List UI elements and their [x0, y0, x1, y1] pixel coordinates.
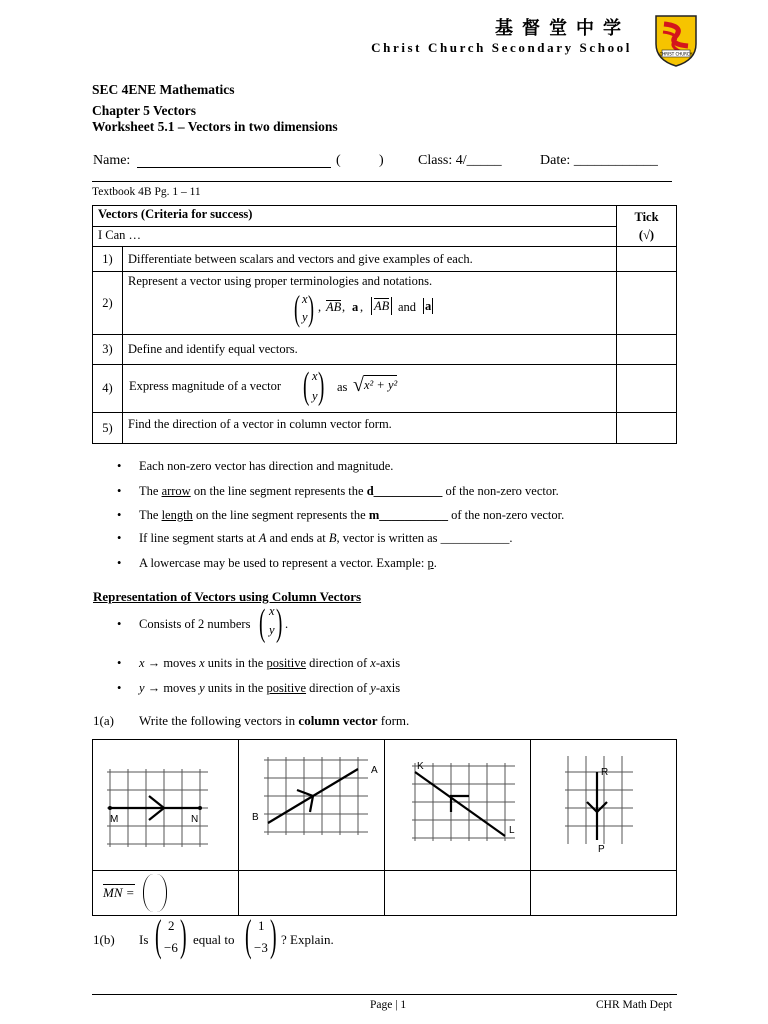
department: CHR Math Dept: [596, 999, 673, 1011]
section-title: Representation of Vectors using Column Vectors: [93, 589, 362, 604]
school-logo-icon: [654, 14, 698, 68]
question-text: ? Explain.: [281, 932, 334, 947]
answer-cell-rp[interactable]: [531, 871, 677, 916]
list-item: • Each non-zero vector has direction and magnitude.: [139, 459, 393, 474]
answer-cell-ab[interactable]: [239, 871, 385, 916]
point-label-b: B: [252, 812, 259, 823]
row-number: 1): [93, 247, 123, 272]
point-label-p: P: [598, 844, 605, 855]
list-item: • x → moves x units in the positive direction of x-axis: [139, 656, 400, 671]
question-text: equal to: [193, 932, 235, 947]
answer-label: MN =: [103, 885, 135, 900]
textbook-reference: Textbook 4B Pg. 1 – 11: [92, 186, 201, 198]
point-label-k: K: [417, 761, 424, 772]
row-number: 3): [93, 335, 123, 365]
point-label-n: N: [191, 814, 199, 825]
name-field[interactable]: [137, 167, 331, 168]
point-label-r: R: [601, 767, 609, 778]
grid-cell-ab: [239, 740, 385, 871]
date-field[interactable]: Date: ____________: [540, 153, 658, 168]
tick-box[interactable]: [617, 272, 677, 335]
list-item: • If line segment starts at A and ends at B, vector is written as ___________.: [139, 531, 513, 546]
course-title: SEC 4ENE Mathematics: [92, 82, 235, 97]
school-chinese-name: 基督堂中学: [495, 18, 630, 39]
worksheet-title: Worksheet 5.1 – Vectors in two dimensions: [92, 119, 338, 134]
register-paren-open: (: [336, 153, 341, 168]
tick-box[interactable]: [617, 335, 677, 365]
criteria-header: Vectors (Criteria for success): [93, 206, 617, 227]
list-item: • Consists of 2 numbers ( x y ) .: [139, 617, 250, 632]
vector-grid-table: [92, 739, 677, 916]
grid-cell-rp: [531, 740, 677, 871]
column-vector-xy: ( x y ) .: [259, 602, 289, 644]
point-label-a: A: [371, 765, 378, 776]
question-text: Is: [139, 932, 149, 947]
answer-cell-mn[interactable]: [93, 871, 239, 916]
vector-2-neg6: ( 2 −6 ): [155, 911, 187, 960]
point-label-l: L: [509, 825, 515, 836]
school-name: Christ Church Secondary School: [371, 40, 632, 55]
separator: [92, 181, 672, 182]
criteria-row-text: Differentiate between scalars and vectors and give examples of each.: [123, 247, 617, 272]
question-text: Write the following vectors in column vector form.: [139, 713, 410, 728]
answer-cell-kl[interactable]: [385, 871, 531, 916]
register-paren-close: ): [379, 153, 384, 168]
list-item: • y → moves y units in the positive direction of y-axis: [139, 681, 400, 696]
answer-vector-box[interactable]: [143, 874, 167, 912]
tick-box[interactable]: [617, 413, 677, 444]
tick-header: Tick (√): [617, 206, 677, 247]
magnitude-formula: ( x y ) as √ x² + y²: [303, 365, 398, 407]
criteria-table: [92, 205, 677, 444]
grid-cell-kl: [385, 740, 531, 871]
criteria-row-text: Represent a vector using proper terminologies and notations.: [128, 274, 433, 288]
criteria-row-text: Find the direction of a vector in column vector form.: [123, 413, 617, 444]
criteria-row-text: Define and identify equal vectors.: [123, 335, 617, 365]
list-item: • A lowercase may be used to represent a vector. Example: p.: [139, 556, 437, 571]
row-number: 2): [93, 272, 123, 335]
chapter-title: Chapter 5 Vectors: [92, 103, 196, 118]
point-label-m: M: [110, 814, 119, 825]
tick-box[interactable]: [617, 247, 677, 272]
tick-box[interactable]: [617, 365, 677, 413]
footer-rule: [92, 994, 677, 995]
list-item: • The arrow on the line segment represents the d___________ of the non-zero vector.: [139, 484, 559, 499]
question-number: 1(b): [93, 932, 115, 947]
row-number: 5): [93, 413, 123, 444]
vector-1-neg3: ( 1 −3 ): [245, 911, 277, 960]
list-item: • The length on the line segment represents the m___________ of the non-zero vector.: [139, 508, 564, 523]
question-number: 1(a): [93, 713, 114, 728]
logo-text: CHRIST CHURCH: [659, 51, 693, 57]
fill-blank[interactable]: d___________: [366, 484, 443, 498]
name-label: Name:: [93, 153, 131, 168]
criteria-subheader: I Can …: [93, 226, 617, 247]
fill-blank[interactable]: m___________: [368, 508, 448, 522]
row-number: 4): [93, 365, 123, 413]
criteria-row-text: Express magnitude of a vector: [129, 379, 282, 393]
notation-formula: ( x y ) , AB , a , AB and a: [294, 288, 432, 328]
grid-cell-mn: [93, 740, 239, 871]
class-field[interactable]: Class: 4/_____: [418, 153, 502, 168]
page-number: Page | 1: [370, 999, 407, 1011]
